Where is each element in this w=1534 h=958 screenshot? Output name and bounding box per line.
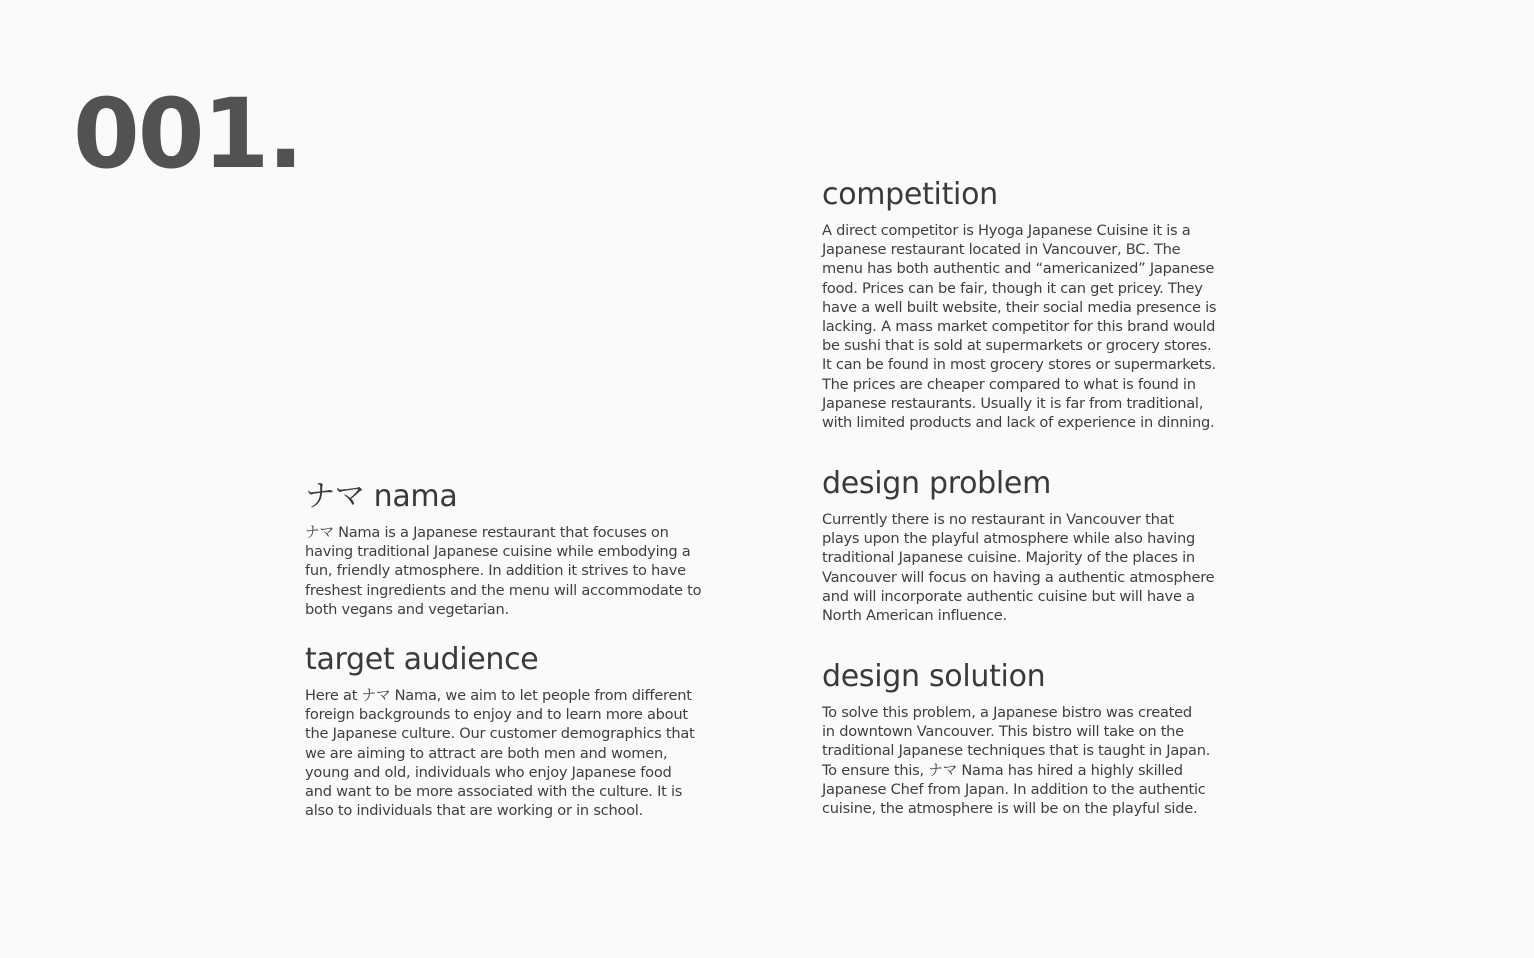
page-number: 001. [73,78,302,190]
design-problem-body: Currently there is no restaurant in Vancouver that plays upon the playful atmosphere while also having traditional Japanese cuisine. Majority of the places in Vancouver will focus on having a authentic atmosphere and will incorporate authentic cuisine but will have a North American influence. [822,511,1215,625]
section-competition [822,177,1242,432]
section-nama [305,479,725,619]
competition-body: A direct competitor is Hyoga Japanese Cuisine it is a Japanese restaurant located in Vancouver, BC. The menu has both authentic and “americanized” Japanese food. Prices can be fair, though it can get pricey. They have a well built website, their social media presence is lacking. A mass market competitor for this brand would be sushi that is sold at supermarkets or grocery stores. It can be found in most grocery stores or supermarkets. The prices are cheaper compared to what is found in Japanese restaurants. Usually it is far from traditional, with limited products and lack of experience in dinning. [822,222,1217,432]
section-design-problem [822,466,1242,625]
section-target-audience [305,642,725,820]
section-design-solution [822,659,1242,818]
nama-heading: ナマ nama [305,479,458,514]
design-solution-body: To solve this problem, a Japanese bistro was created in downtown Vancouver. This bistro will take on the traditional Japanese techniques that is taught in Japan. To ensure this, ナマ Nama has hired a highly skilled Japanese Chef from Japan. In addition to the authentic cuisine, the atmosphere is will be on the playful side. [822,704,1211,818]
target-audience-heading: target audience [305,642,539,677]
design-solution-heading: design solution [822,659,1046,694]
target-audience-body: Here at ナマ Nama, we aim to let people from different foreign backgrounds to enjoy and to learn more about the Japanese culture. Our customer demographics that we are aiming to attract are both men and women, young and old, individuals who enjoy Japanese food and want to be more associated with the culture. It is also to individuals that are working or in school. [305,687,695,820]
design-problem-heading: design problem [822,466,1051,501]
competition-heading: competition [822,177,998,212]
nama-body: ナマ Nama is a Japanese restaurant that focuses on having traditional Japanese cuisine while embodying a fun, friendly atmosphere. In addition it strives to have freshest ingredients and the menu will accommodate to both vegans and vegetarian. [305,524,702,618]
